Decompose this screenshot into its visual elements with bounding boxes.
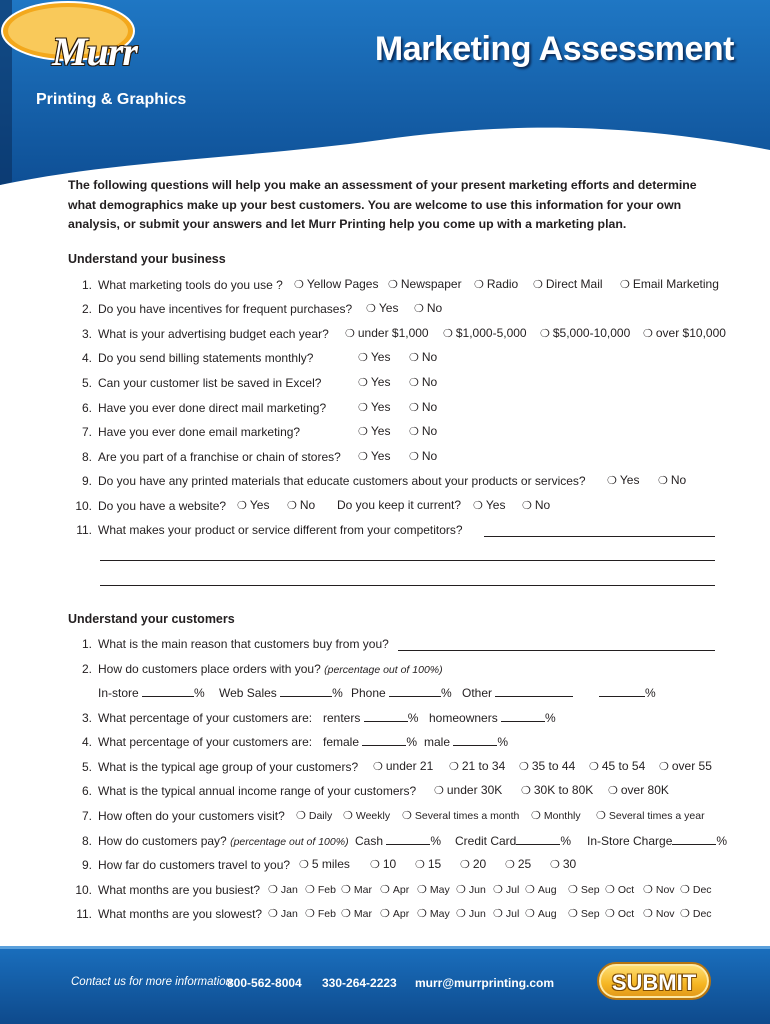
busiest-month-dec[interactable]: ❍ Dec: [680, 884, 712, 896]
radio-icon: ❍: [659, 761, 669, 773]
option-yes[interactable]: ❍ Yes: [607, 473, 640, 487]
business-question-9: 9. Do you have any printed materials that educate customers about your products or services?: [81, 474, 586, 488]
busiest-month-jan[interactable]: ❍ Jan: [268, 884, 298, 896]
busiest-month-jun[interactable]: ❍ Jun: [456, 884, 486, 896]
business-question-11: 11. What makes your product or service different from your competitors?: [76, 523, 463, 537]
logo-wordmark: Murr: [52, 29, 137, 74]
busiest-month-aug[interactable]: ❍ Aug: [525, 884, 557, 896]
busiest-month-jul[interactable]: ❍ Jul: [493, 884, 520, 896]
option-newspaper[interactable]: ❍ Newspaper: [388, 277, 462, 291]
other-field[interactable]: Other: [462, 685, 573, 700]
radio-icon: ❍: [417, 908, 427, 920]
customer-question-9: 9. How far do customers travel to you?: [81, 858, 291, 872]
radio-icon: ❍: [294, 279, 304, 291]
in-store-charge-field[interactable]: In-Store Charge %: [587, 834, 728, 848]
radio-icon: ❍: [358, 352, 368, 364]
customer-question-3: 3. What percentage of your customers are:: [81, 711, 313, 725]
option-email-marketing[interactable]: ❍ Email Marketing: [620, 277, 719, 291]
business-question-2: 2. Do you have incentives for frequent purchases?: [81, 302, 353, 316]
web-sales-field[interactable]: Web Sales %: [219, 686, 343, 700]
answer-line[interactable]: [484, 536, 715, 537]
radio-icon: ❍: [305, 884, 315, 896]
in-store-field[interactable]: In-store %: [98, 686, 205, 700]
busiest-month-mar[interactable]: ❍ Mar: [341, 884, 372, 896]
option-25[interactable]: ❍ 25: [505, 857, 532, 871]
radio-icon: ❍: [268, 884, 278, 896]
radio-icon: ❍: [370, 859, 380, 871]
option-under-21[interactable]: ❍ under 21: [373, 759, 434, 773]
customer-question-6: 6. What is the typical annual income range of your customers?: [81, 784, 417, 798]
business-question-1: 1. What marketing tools do you use ?: [81, 278, 283, 292]
radio-icon: ❍: [680, 908, 690, 920]
option-45-to-54[interactable]: ❍ 45 to 54: [589, 759, 646, 773]
option-under-30k[interactable]: ❍ under 30K: [434, 783, 503, 797]
option-5000-10000[interactable]: ❍ $5,000-10,000: [540, 326, 631, 340]
radio-icon: ❍: [305, 908, 315, 920]
radio-icon: ❍: [287, 500, 297, 512]
busiest-month-feb[interactable]: ❍ Feb: [305, 884, 336, 896]
option-no[interactable]: ❍ No: [658, 473, 687, 487]
option-no[interactable]: ❍ No: [409, 449, 438, 463]
radio-icon: ❍: [343, 810, 353, 822]
radio-icon: ❍: [620, 279, 630, 291]
option-weekly[interactable]: ❍ Weekly: [343, 810, 391, 822]
radio-icon: ❍: [434, 785, 444, 797]
footer-contact-label: Contact us for more information: [71, 976, 233, 988]
radio-icon: ❍: [409, 426, 419, 438]
radio-icon: ❍: [358, 377, 368, 389]
business-question-7: 7. Have you ever done email marketing?: [81, 425, 301, 439]
option-15[interactable]: ❍ 15: [415, 857, 442, 871]
footer-email[interactable]: murr@murrprinting.com: [415, 976, 555, 990]
answer-line[interactable]: [398, 650, 715, 651]
option-yes[interactable]: ❍ Yes: [366, 301, 399, 315]
slowest-month-sep[interactable]: ❍ Sep: [568, 908, 600, 920]
homeowners-field[interactable]: homeowners %: [429, 711, 556, 725]
slowest-month-nov[interactable]: ❍ Nov: [643, 908, 675, 920]
footer-phone-2[interactable]: 330-264-2223: [322, 976, 397, 990]
radio-icon: ❍: [568, 884, 578, 896]
option-yes[interactable]: ❍ Yes: [358, 424, 391, 438]
slowest-month-jul[interactable]: ❍ Jul: [493, 908, 520, 920]
option-yes[interactable]: ❍ Yes: [358, 449, 391, 463]
radio-icon: ❍: [531, 810, 541, 822]
option-no[interactable]: ❍ No: [414, 301, 443, 315]
option-30[interactable]: ❍ 30: [550, 857, 577, 871]
slowest-month-apr[interactable]: ❍ Apr: [380, 908, 410, 920]
radio-icon: ❍: [608, 785, 618, 797]
radio-icon: ❍: [449, 761, 459, 773]
slowest-month-may[interactable]: ❍ May: [417, 908, 450, 920]
customer-question-1: 1. What is the main reason that customers buy from you?: [81, 637, 389, 651]
option-yes[interactable]: ❍ Yes: [473, 498, 506, 512]
radio-icon: ❍: [519, 761, 529, 773]
option-yes[interactable]: ❍ Yes: [237, 498, 270, 512]
radio-icon: ❍: [605, 884, 615, 896]
slowest-month-aug[interactable]: ❍ Aug: [525, 908, 557, 920]
radio-icon: ❍: [299, 859, 309, 871]
customer-question-5: 5. What is the typical age group of your customers?: [81, 760, 359, 774]
radio-icon: ❍: [443, 328, 453, 340]
slowest-month-feb[interactable]: ❍ Feb: [305, 908, 336, 920]
option-yes[interactable]: ❍ Yes: [358, 375, 391, 389]
tagline: Printing & Graphics: [36, 91, 187, 108]
option-no[interactable]: ❍ No: [409, 400, 438, 414]
busiest-month-may[interactable]: ❍ May: [417, 884, 450, 896]
option-yellow-pages[interactable]: ❍ Yellow Pages: [294, 277, 379, 291]
answer-line[interactable]: [100, 585, 715, 586]
business-question-8: 8. Are you part of a franchise or chain of stores?: [81, 450, 341, 464]
option-35-to-44[interactable]: ❍ 35 to 44: [519, 759, 576, 773]
radio-icon: ❍: [460, 859, 470, 871]
customer-question-2: 2. How do customers place orders with you? (percentage out of 100%): [81, 662, 443, 676]
radio-icon: ❍: [388, 279, 398, 291]
radio-icon: ❍: [358, 426, 368, 438]
radio-icon: ❍: [525, 884, 535, 896]
radio-icon: ❍: [568, 908, 578, 920]
radio-icon: ❍: [473, 500, 483, 512]
radio-icon: ❍: [493, 884, 503, 896]
radio-icon: ❍: [237, 500, 247, 512]
option-over-10000[interactable]: ❍ over $10,000: [643, 326, 726, 340]
phone-field[interactable]: Phone %: [351, 686, 452, 700]
radio-icon: ❍: [474, 279, 484, 291]
business-question-5: 5. Can your customer list be saved in Excel?: [81, 376, 322, 390]
customer-question-7: 7. How often do your customers visit?: [81, 809, 285, 823]
radio-icon: ❍: [409, 402, 419, 414]
radio-icon: ❍: [643, 328, 653, 340]
business-question-6: 6. Have you ever done direct mail marketing?: [81, 401, 327, 415]
option-no[interactable]: ❍ No: [287, 498, 316, 512]
radio-icon: ❍: [596, 810, 606, 822]
customer-question-10: 10. What months are you busiest?: [75, 883, 261, 897]
radio-icon: ❍: [607, 475, 617, 487]
option-daily[interactable]: ❍ Daily: [296, 810, 333, 822]
radio-icon: ❍: [341, 884, 351, 896]
website-current-question: Do you keep it current?: [337, 498, 462, 512]
slowest-month-oct[interactable]: ❍ Oct: [605, 908, 635, 920]
customer-question-11: 11. What months are you slowest?: [76, 907, 263, 921]
credit-card-field[interactable]: Credit Card %: [455, 834, 572, 848]
radio-icon: ❍: [589, 761, 599, 773]
radio-icon: ❍: [345, 328, 355, 340]
business-question-4: 4. Do you send billing statements monthly?: [81, 351, 314, 365]
radio-icon: ❍: [505, 859, 515, 871]
radio-icon: ❍: [456, 908, 466, 920]
option-30k-to-80k[interactable]: ❍ 30K to 80K: [521, 783, 594, 797]
slowest-month-mar[interactable]: ❍ Mar: [341, 908, 372, 920]
radio-icon: ❍: [414, 303, 424, 315]
slowest-month-jan[interactable]: ❍ Jan: [268, 908, 298, 920]
option-10[interactable]: ❍ 10: [370, 857, 397, 871]
option-yes[interactable]: ❍ Yes: [358, 350, 391, 364]
section-heading-business: Understand your business: [68, 252, 226, 266]
option-monthly[interactable]: ❍ Monthly: [531, 810, 581, 822]
option-over-55[interactable]: ❍ over 55: [659, 759, 712, 773]
radio-icon: ❍: [358, 451, 368, 463]
business-question-10: 10. Do you have a website?: [75, 499, 227, 513]
option-direct-mail[interactable]: ❍ Direct Mail: [533, 277, 603, 291]
submit-button[interactable]: SUBMIT: [597, 962, 711, 1000]
intro-text: The following questions will help you make an assessment of your present marketing efforts and determine what demographics make up your best customers. You are welcome to use this information for your own analysis, or submit your answers and let Murr Printing help you come up with a marketing plan.: [68, 178, 697, 231]
radio-icon: ❍: [550, 859, 560, 871]
radio-icon: ❍: [525, 908, 535, 920]
busiest-month-oct[interactable]: ❍ Oct: [605, 884, 635, 896]
radio-icon: ❍: [540, 328, 550, 340]
customer-question-4: 4. What percentage of your customers are:: [81, 735, 313, 749]
option-5-miles[interactable]: ❍ 5 miles: [299, 857, 350, 871]
option-radio[interactable]: ❍ Radio: [474, 277, 519, 291]
footer-phone-1[interactable]: 800-562-8004: [227, 976, 302, 990]
busiest-month-apr[interactable]: ❍ Apr: [380, 884, 410, 896]
radio-icon: ❍: [409, 377, 419, 389]
radio-icon: ❍: [643, 884, 653, 896]
renters-field[interactable]: renters %: [323, 711, 419, 725]
male-field[interactable]: male %: [424, 735, 509, 749]
option-over-80k[interactable]: ❍ over 80K: [608, 783, 669, 797]
option-no[interactable]: ❍ No: [409, 424, 438, 438]
radio-icon: ❍: [493, 908, 503, 920]
other-percent-field[interactable]: %: [599, 685, 656, 700]
radio-icon: ❍: [341, 908, 351, 920]
slowest-month-dec[interactable]: ❍ Dec: [680, 908, 712, 920]
option-21-to-34[interactable]: ❍ 21 to 34: [449, 759, 506, 773]
option-several-times-a-month[interactable]: ❍ Several times a month: [402, 810, 520, 822]
answer-line[interactable]: [100, 560, 715, 561]
slowest-month-jun[interactable]: ❍ Jun: [456, 908, 486, 920]
customer-question-8: 8. How do customers pay? (percentage out of 100%): [81, 834, 349, 848]
radio-icon: ❍: [643, 908, 653, 920]
radio-icon: ❍: [268, 908, 278, 920]
busiest-month-nov[interactable]: ❍ Nov: [643, 884, 675, 896]
radio-icon: ❍: [415, 859, 425, 871]
radio-icon: ❍: [380, 908, 390, 920]
option-1000-5000[interactable]: ❍ $1,000-5,000: [443, 326, 527, 340]
busiest-month-sep[interactable]: ❍ Sep: [568, 884, 600, 896]
radio-icon: ❍: [456, 884, 466, 896]
radio-icon: ❍: [373, 761, 383, 773]
option-several-times-a-year[interactable]: ❍ Several times a year: [596, 810, 705, 822]
radio-icon: ❍: [522, 500, 532, 512]
option-20[interactable]: ❍ 20: [460, 857, 487, 871]
radio-icon: ❍: [366, 303, 376, 315]
radio-icon: ❍: [680, 884, 690, 896]
female-field[interactable]: female %: [323, 735, 418, 749]
cash-field[interactable]: Cash %: [355, 834, 442, 848]
radio-icon: ❍: [409, 451, 419, 463]
option-no[interactable]: ❍ No: [409, 350, 438, 364]
radio-icon: ❍: [533, 279, 543, 291]
option-under-1000[interactable]: ❍ under $1,000: [345, 326, 429, 340]
radio-icon: ❍: [521, 785, 531, 797]
radio-icon: ❍: [358, 402, 368, 414]
radio-icon: ❍: [296, 810, 306, 822]
section-heading-customers: Understand your customers: [68, 612, 235, 626]
radio-icon: ❍: [409, 352, 419, 364]
option-no[interactable]: ❍ No: [522, 498, 551, 512]
header-banner: [0, 0, 770, 200]
radio-icon: ❍: [417, 884, 427, 896]
option-yes[interactable]: ❍ Yes: [358, 400, 391, 414]
business-question-3: 3. What is your advertising budget each year?: [81, 327, 329, 341]
radio-icon: ❍: [605, 908, 615, 920]
option-no[interactable]: ❍ No: [409, 375, 438, 389]
radio-icon: ❍: [658, 475, 668, 487]
radio-icon: ❍: [402, 810, 412, 822]
radio-icon: ❍: [380, 884, 390, 896]
page-title: Marketing Assessment: [374, 30, 734, 68]
